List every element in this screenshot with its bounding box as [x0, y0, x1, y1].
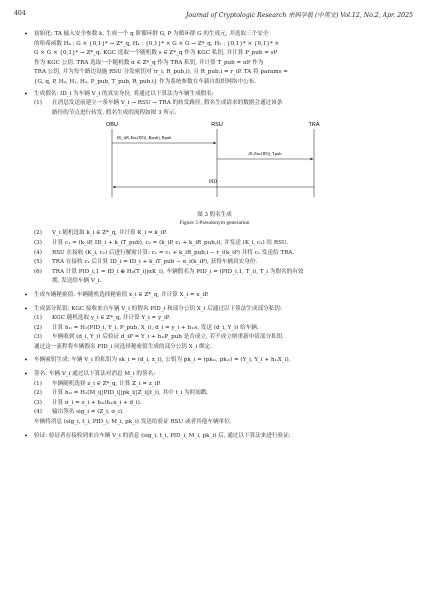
- step-number: (3): [34, 239, 42, 246]
- verify-paragraph: • 验证: 验证者在接收到来自车辆 V_i 的消息 (sig_i, t_i, PID_i, M_i, pk_i) 后, 通过以下算法来进行验证:: [24, 432, 405, 442]
- sign-step: [24, 380, 405, 390]
- sign-note: 车辆将消息 (sig_i, t_i, PID_i, M_i, pk_i) 发送给验证 RSU 或者其他车辆单位.: [34, 419, 232, 426]
- secret-value-paragraph: • 生成车辆秘密值: 车辆随机选择秘密值 x_i ∈ Z*_q, 并计算 X_i = x_iP.: [24, 291, 405, 301]
- pseudonym-step: [24, 268, 405, 278]
- step-line: 在消息发送前建立一条车辆 V_i → RSU → TRA 的转发路径, 假名生成请求的数据会通过该条: [52, 100, 283, 107]
- journal-title: Journal of Cryptologic Research 密码学报 (中英文) Vol.12, No.2, Apr. 2025: [185, 12, 413, 19]
- key-generation-paragraph: • 车辆密钥生成: 车辆 V_i 的私钥为 sk_i = (d_i, x_i), 公钥为 pk_i = (pk₁ᵢ, pk₂ᵢ) = (Y_i, Y_i + h₁ᵢX_i).: [24, 356, 405, 366]
- step-text: V_i 随机选取 k_i ∈ Z*_q, 并计算 K_i = k_iP.: [52, 230, 167, 237]
- step-number: (1): [34, 380, 42, 387]
- step-number: (5): [34, 259, 42, 266]
- pseudonym-step-continued: [24, 277, 405, 287]
- step-number: (1): [34, 315, 42, 322]
- step-number: (2): [34, 324, 42, 331]
- step-text: TRA 在接收 c₁ 后计算 ID_i = ID_i + k_iT_pub − α_i(k_iP), 获得车辆真实身份.: [52, 259, 258, 266]
- pseudonym-intro: • 生成假名: ID_i 为车辆 V_i 的真实身份, 将通过以下算法为车辆生成假名:: [24, 90, 405, 100]
- node-rsu-label: RSU: [211, 122, 223, 129]
- init-line: 的哈希函数 H₀ : G × {0,1}* → Z*_q, H₁ : {0,1}* × G × G → Z*_q, H₂ : {0,1}* × {0,1}* ×: [34, 40, 280, 47]
- step-number: (3): [34, 399, 42, 406]
- pseudonym-step: [24, 229, 405, 239]
- message-2-label: (K,Enc(ID))_Tpub: [248, 151, 282, 157]
- figure-caption-cn: 图 3 假名生成: [197, 212, 232, 219]
- page-body: [24, 30, 405, 441]
- step-text: 期, 发送给车辆 V_i.: [52, 278, 102, 285]
- sign-step: [24, 399, 405, 409]
- sign-step: [24, 408, 405, 418]
- partial-key-step: [24, 324, 405, 334]
- init-line: TRA 公钥, 并为每个路边设施 RSU 分发密钥对 (r_i, R_pub,i), 且 R_pub,i = r_iP. TA 将 params =: [34, 69, 288, 76]
- step-text: RSU 在接收 (K_i, c₂) 后进行解密计算: c₁ = c₁ + k_iR_pub,i − r_i(k_iP) 并将 c₁ 发送给 TRA.: [52, 249, 295, 256]
- step-number: (6): [34, 268, 42, 275]
- partial-key-step: [24, 314, 405, 324]
- step-text: KGC 随机选取 y_i ∈ Z*_q, 并计算 Y_i = y_iP.: [52, 315, 171, 322]
- step-number: (3): [34, 334, 42, 341]
- step-number: (4): [34, 249, 42, 256]
- init-paragraph: [24, 30, 405, 88]
- sequence-diagram: [82, 119, 342, 211]
- partial-key-intro: • 生成部分私钥: KGC 接收来自车辆 V_i 的假名 PID_i 和部分公钥 X_i 后通过以下算法生成部分私钥:: [24, 305, 405, 315]
- step-number: (2): [34, 230, 42, 237]
- message-1-label: (K_i(K,Enc(ID))_Rpub)_Rpub: [116, 135, 172, 141]
- partial-key-note: 通过这一流程将车辆假名 PID_i 同选择秘密值生成的部分公钥 X_i 绑定.: [34, 343, 212, 350]
- step-text: 输出签名 sig_i = (Z_i, σ_i).: [52, 409, 124, 416]
- init-line: G × G × {0,1}* → Z*_q. KGC 选取一个随机数 s ∈ Z*_q 作为 KGC 私钥, 并计算 P_pub = sP: [34, 50, 278, 57]
- sign-intro: • 签名: 车辆 V_i 通过以下算法对消息 M_i 的签名:: [24, 370, 405, 380]
- step-text: 计算 h₁ᵢ = H₁(PID_i, Y_i, P_pub, X_i), d_i = y_i + h₁ᵢs, 发送 (d_i, Y_i) 给车辆.: [52, 324, 259, 331]
- step-text: 车辆随机选择 z_i ∈ Z*_q, 计算 Z_i = z_iP.: [52, 380, 161, 387]
- sign-step: [24, 389, 405, 399]
- init-line: • 初始化: TA 输入安全参数 k, 生成一个 q 阶循环群 G, P 为循环群 G 的生成元, 并选取三个安全: [34, 31, 269, 37]
- init-line: {G, q, P, H₀, H₁, H₂, P_pub, T_pub, R_pub,i} 作为系统参数在车载自组织网络中公布.: [34, 78, 257, 85]
- step-text: 计算 c₁ = (k_iP, ID_i + k_iT_pub), c₂ = (k_iP, c₁ + k_iR_pub,i), 并发送 (K_i, c₂) 给 RSU.: [52, 239, 288, 246]
- page-number: 404: [14, 10, 26, 17]
- step-number: (1): [34, 100, 42, 107]
- step-number: (2): [34, 390, 42, 397]
- step-line: 路径的节点进行转发. 假名生成的流程如图 3 所示.: [52, 109, 177, 116]
- step-text: 计算 h₂ᵢ = H₂(M_i||PID_i||pk_i||Z_i||t_i), 其中 t_i 为时间戳.: [52, 390, 209, 397]
- node-obu-label: OBU: [106, 122, 118, 129]
- node-tra-label: TRA: [308, 122, 320, 129]
- message-3-label: PID: [208, 180, 218, 186]
- running-header: [14, 10, 413, 22]
- pseudonym-step: [24, 249, 405, 259]
- figure-caption-en: Figure 3 Pseudonym generation: [179, 220, 250, 227]
- pseudonym-step: [24, 239, 405, 249]
- step-text: 车辆收到 (d_i, Y_i) 后验证 d_iP = Y_i + h₁ᵢP_pub 是否成立, 若不成立则重新申请部分私钥.: [52, 334, 285, 341]
- init-line: 作为 KGC 公钥. TRA 选取一个随机数 α ∈ Z*_q 作为 TRA 私钥, 并计算 T_pub = αP 作为: [34, 59, 264, 66]
- pseudonym-step: [24, 258, 405, 268]
- pseudonym-step-1: [24, 99, 405, 118]
- step-text: 计算 σ_i = z_i + h₂ᵢ(h₁ᵢx_i + d_i).: [52, 399, 142, 406]
- partial-key-step: [24, 333, 405, 343]
- pseudonym-figure: [82, 119, 342, 211]
- step-number: (4): [34, 409, 42, 416]
- step-text: TRA 计算 PID_i,1 = ID_i ⊕ H₀(T_i||αK_i), 车辆假名为 PID_i = (PID_i,1, T_i), T_i 为假名的有效: [52, 268, 304, 275]
